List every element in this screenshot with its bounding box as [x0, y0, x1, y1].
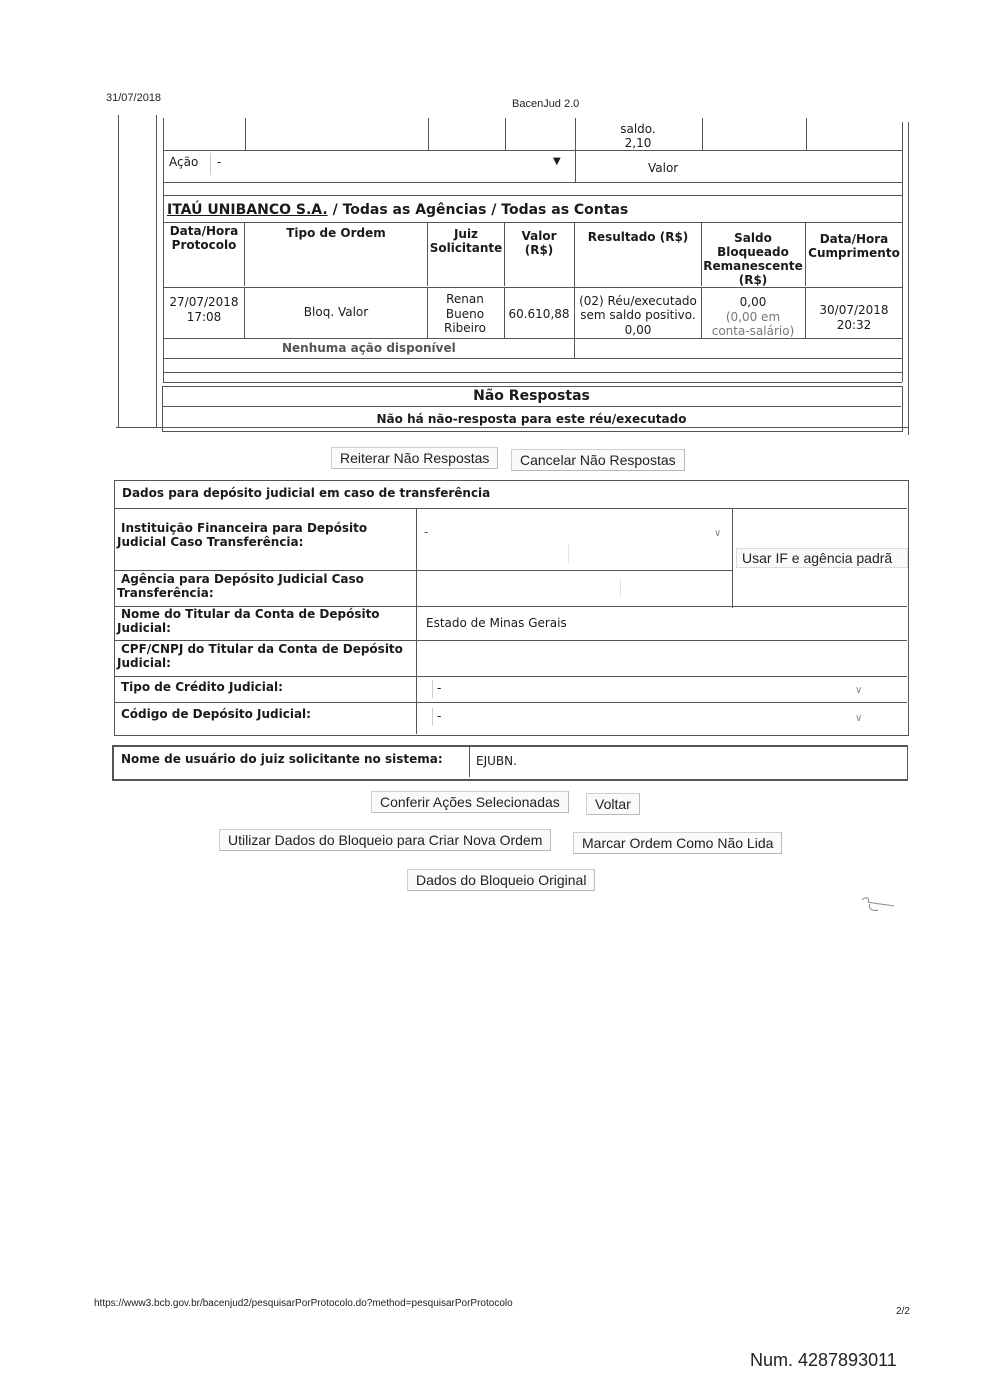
row-juiz-2: Bueno [445, 307, 485, 321]
codigo-select[interactable] [432, 708, 869, 726]
acao-select[interactable] [210, 153, 569, 175]
system-name: BacenJud 2.0 [512, 98, 580, 110]
col-cumprimento: Data/Hora Cumprimento [808, 232, 900, 260]
instituicao-label: Instituição Financeira para Depósito Judicial Caso Transferência: [117, 521, 368, 549]
chevron-down-icon: ▼ [553, 156, 561, 167]
print-date: 31/07/2018 [106, 92, 162, 104]
col-valor: Valor (R$) [521, 229, 557, 257]
codigo-value: - [437, 709, 442, 723]
row-tipo: Bloq. Valor [303, 305, 369, 319]
row-saldo-1: 0,00 [739, 295, 767, 309]
page-number: 2/2 [896, 1306, 910, 1317]
footer-url: https://www3.bcb.gov.br/bacenjud2/pesquisarPorProtocolo.do?method=pesquisarPorProtocolo [94, 1298, 513, 1309]
cancelar-button[interactable]: Cancelar Não Respostas [511, 449, 685, 471]
valor-label: Valor [648, 161, 679, 175]
col-saldo: Saldo Bloqueado Remanescente (R$) [703, 231, 803, 287]
instituicao-select[interactable] [420, 522, 726, 544]
bank-name[interactable]: ITAÚ UNIBANCO S.A. [167, 202, 328, 218]
conferir-button[interactable]: Conferir Ações Selecionadas [371, 791, 569, 813]
instituicao-value: - [424, 525, 429, 539]
row-saldo-2: (0,00 em [725, 310, 781, 324]
cpf-label: CPF/CNPJ do Titular da Conta de Depósito Judicial: [117, 642, 403, 670]
chevron-down-icon: ∨ [714, 528, 722, 539]
row-cumprimento-hora: 20:32 [836, 318, 872, 332]
nao-respostas-title: Não Respostas [473, 388, 590, 404]
row-saldo-3: conta-salário) [711, 324, 795, 338]
row-data: 27/07/2018 [169, 295, 239, 309]
agencia-input[interactable] [420, 578, 621, 598]
reiterar-button[interactable]: Reiterar Não Respostas [331, 447, 498, 469]
codigo-label: Código de Depósito Judicial: [121, 707, 311, 721]
signature-mark [858, 892, 898, 918]
col-resultado: Resultado (R$) [587, 230, 689, 244]
utilizar-dados-button[interactable]: Utilizar Dados do Bloqueio para Criar Nova Ordem [219, 829, 551, 851]
deposito-title: Dados para depósito judicial em caso de transferência [122, 486, 491, 500]
col-tipo-ordem: Tipo de Ordem [286, 226, 386, 240]
acao-value: - [217, 155, 222, 169]
document-number: Num. 4287893011 [750, 1350, 897, 1370]
row-juiz-3: Ribeiro [443, 321, 487, 335]
saldo-value: 2,10 [624, 136, 652, 150]
row-resultado-3: 0,00 [624, 323, 652, 337]
chevron-down-icon: ∨ [855, 685, 863, 696]
row-cumprimento-data: 30/07/2018 [819, 303, 889, 317]
tipo-credito-value: - [437, 681, 442, 695]
bank-heading [167, 202, 628, 218]
marcar-nao-lida-button[interactable]: Marcar Ordem Como Não Lida [573, 832, 782, 854]
usar-if-button[interactable]: Usar IF e agência padrã [736, 548, 908, 568]
row-juiz-1: Renan [446, 292, 484, 306]
voltar-button[interactable]: Voltar [586, 793, 640, 815]
chevron-down-icon: ∨ [855, 713, 863, 724]
dados-bloqueio-button[interactable]: Dados do Bloqueio Original [407, 869, 595, 891]
bank-scope: / Todas as Agências / Todas as Contas [332, 202, 629, 218]
titular-label: Nome do Titular da Conta de Depósito Judicial: [117, 607, 380, 635]
usuario-value: EJUBN. [476, 754, 517, 768]
instituicao-aux-field[interactable] [420, 545, 569, 563]
no-action-text: Nenhuma ação disponível [282, 341, 456, 355]
row-valor: 60.610,88 [508, 307, 570, 321]
saldo-label: saldo. [620, 122, 656, 136]
titular-value: Estado de Minas Gerais [426, 616, 567, 630]
agencia-label: Agência para Depósito Judicial Caso Transferência: [117, 572, 364, 600]
tipo-credito-select[interactable] [432, 680, 869, 698]
col-data-hora: Data/Hora Protocolo [169, 224, 239, 252]
row-resultado-1: (02) Réu/executado [579, 294, 697, 308]
usuario-label: Nome de usuário do juiz solicitante no sistema: [121, 752, 443, 766]
row-resultado-2: sem saldo positivo. [580, 308, 696, 322]
acao-label: Ação [169, 155, 199, 169]
row-hora: 17:08 [186, 310, 222, 324]
col-juiz: Juiz Solicitante [429, 227, 503, 255]
nao-respostas-text: Não há não-resposta para este réu/executado [376, 412, 687, 426]
tipo-credito-label: Tipo de Crédito Judicial: [121, 680, 283, 694]
